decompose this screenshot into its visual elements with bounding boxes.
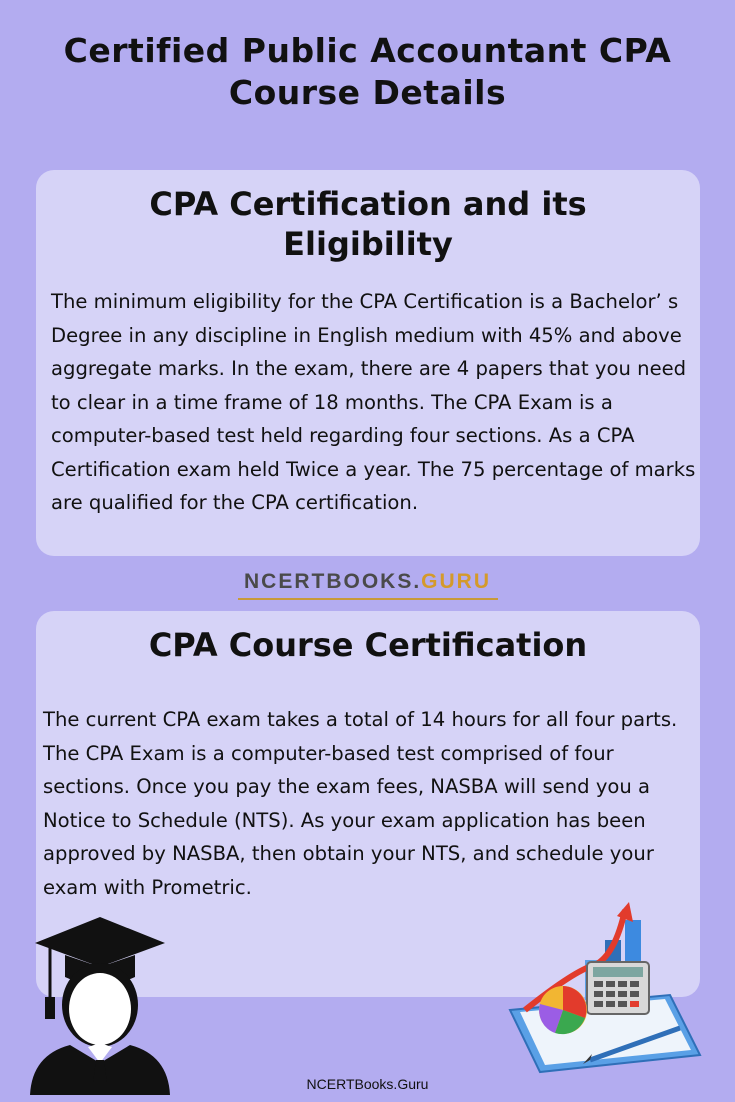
watermark-underline (238, 598, 498, 600)
eligibility-heading-line1: CPA Certification and its (149, 185, 587, 223)
footer-site-name: NCERTBooks.Guru (306, 1076, 429, 1092)
eligibility-body: The minimum eligibility for the CPA Certification is a Bachelor’ s Degree in any discipline in English medium with 45% and above aggregate marks. In the exam, there are 4 papers that you need to clear in a time frame of 18 months. The CPA Exam is a computer-based test held regarding four sections. As a CPA Certification exam held Twice a year. The 75 percentage of marks are qualified for the CPA certification. (51, 290, 696, 514)
eligibility-heading-line2: Eligibility (283, 225, 453, 263)
graduate-icon (30, 905, 170, 1095)
watermark-main: NCERTBOOKS. (243, 570, 422, 593)
watermark-logo (0, 570, 735, 594)
page-title-line1: Certified Public Accountant CPA (63, 31, 672, 70)
watermark-accent: GURU (421, 570, 492, 593)
page-title-line2: Course Details (228, 73, 507, 112)
eligibility-card (36, 170, 700, 556)
eligibility-heading (36, 184, 700, 264)
course-certification-body: The current CPA exam takes a total of 14 hours for all four parts. The CPA Exam is a computer-based test comprised of four sections. Once you pay the exam fees, NASBA will send you a Notice to Schedule (NTS). As your exam application has been approved by NASBA, then obtain your NTS, and schedule your exam with Prometric. (43, 708, 678, 899)
finance-chart-icon (495, 900, 710, 1080)
page-title (0, 30, 735, 114)
course-certification-heading: CPA Course Certification (148, 626, 588, 664)
